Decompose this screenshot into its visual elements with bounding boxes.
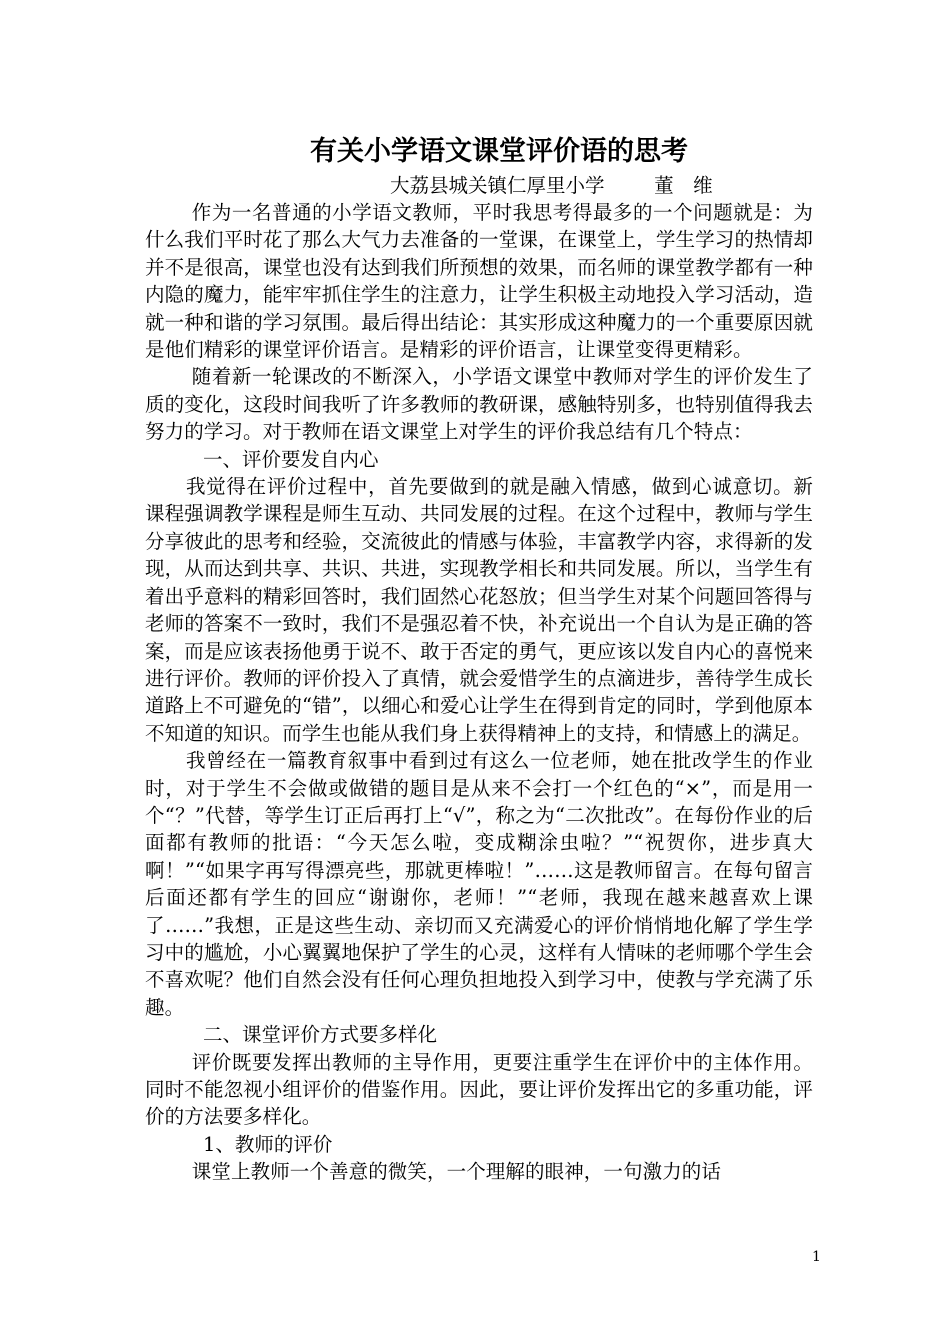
author-line [145,172,813,199]
subsection-heading-2-1: 1、教师的评价 [203,1132,333,1156]
author-school: 大荔县城关镇仁厚里小学 [390,174,605,197]
section-2-paragraph: 评价既要发挥出教师的主导作用，更要注重学生在评价中的主体作用。同时不能忽视小组评价的借鉴作用。因此，要让评价发挥出它的多重功能，评价的方法要多样化。 [145,1050,813,1129]
intro-paragraph-2: 随着新一轮课改的不断深入，小学语文课堂中教师对学生的评价发生了质的变化，这段时间我听了许多教师的教研课，感触特别多，也特别值得我去努力的学习。对于教师在语文课堂上对学生的评价我总结有几个特点： [145,365,813,444]
section-1-paragraph-1: 我觉得在评价过程中，首先要做到的就是融入情感，做到心诚意切。新课程强调教学课程是师生互动、共同发展的过程。在这个过程中，教师与学生分享彼此的思考和经验，交流彼此的情感与体验，丰富教学内容，求得新的发现，从而达到共享、共识、共进，实现教学相长和共同发展。所以，当学生有着出乎意料的精彩回答时，我们固然心花怒放；但当学生对某个问题回答得与老师的答案不一致时，我们不是强忍着不快，补充说出一个自认为是正确的答案，而是应该表扬他勇于说不、敢于否定的勇气，更应该以发自内心的喜悦来进行评价。教师的评价投入了真情，就会爱惜学生的点滴进步，善待学生成长道路上不可避免的“错”，以细心和爱心让学生在得到肯定的同时，学到他原本不知道的知识。而学生也能从我们身上获得精神上的支持，和情感上的满足。 [145,475,813,745]
subsection-2-1-paragraph: 课堂上教师一个善意的微笑，一个理解的眼神，一句激力的话 [191,1160,721,1184]
section-heading-2: 二、课堂评价方式要多样化 [203,1023,438,1047]
author-name: 董 维 [654,174,713,197]
section-1-paragraph-2: 我曾经在一篇教育叙事中看到过有这么一位老师，她在批改学生的作业时，对于学生不会做或做错的题目是从来不会打一个红色的“×”，而是用一个“？”代替，等学生订正后再打上“√”，称之为“二次批改”。在每份作业的后面都有教师的批语：“今天怎么啦，变成糊涂虫啦？”“祝贺你，进步真大啊！”“如果字再写得漂亮些，那就更棒啦！”……这是教师留言。在每句留言后面还都有学生的回应“谢谢你，老师！”“老师，我现在越来越喜欢上课了……”我想，正是这些生动、亲切而又充满爱心的评价悄悄地化解了学生学习中的尴尬，小心翼翼地保护了学生的心灵，这样有人情味的老师哪个学生会不喜欢呢？他们自然会没有任何心理负担地投入到学习中，使教与学充满了乐趣。 [145,749,813,1019]
document-title: 有关小学语文课堂评价语的思考 [310,136,688,167]
intro-paragraph-1: 作为一名普通的小学语文教师，平时我思考得最多的一个问题就是：为什么我们平时花了那么大气力去准备的一堂课，在课堂上，学生学习的热情却并不是很高，课堂也没有达到我们所预想的效果，而名师的课堂教学都有一种内隐的魔力，能牢牢抓住学生的注意力，让学生积极主动地投入学习活动，造就一种和谐的学习氛围。最后得出结论：其实形成这种魔力的一个重要原因就是他们精彩的课堂评价语言。是精彩的评价语言，让课堂变得更精彩。 [145,201,813,362]
document-page [145,132,813,1186]
section-heading-1: 一、评价要发自内心 [203,447,379,471]
page-number: 1 [812,1249,821,1265]
